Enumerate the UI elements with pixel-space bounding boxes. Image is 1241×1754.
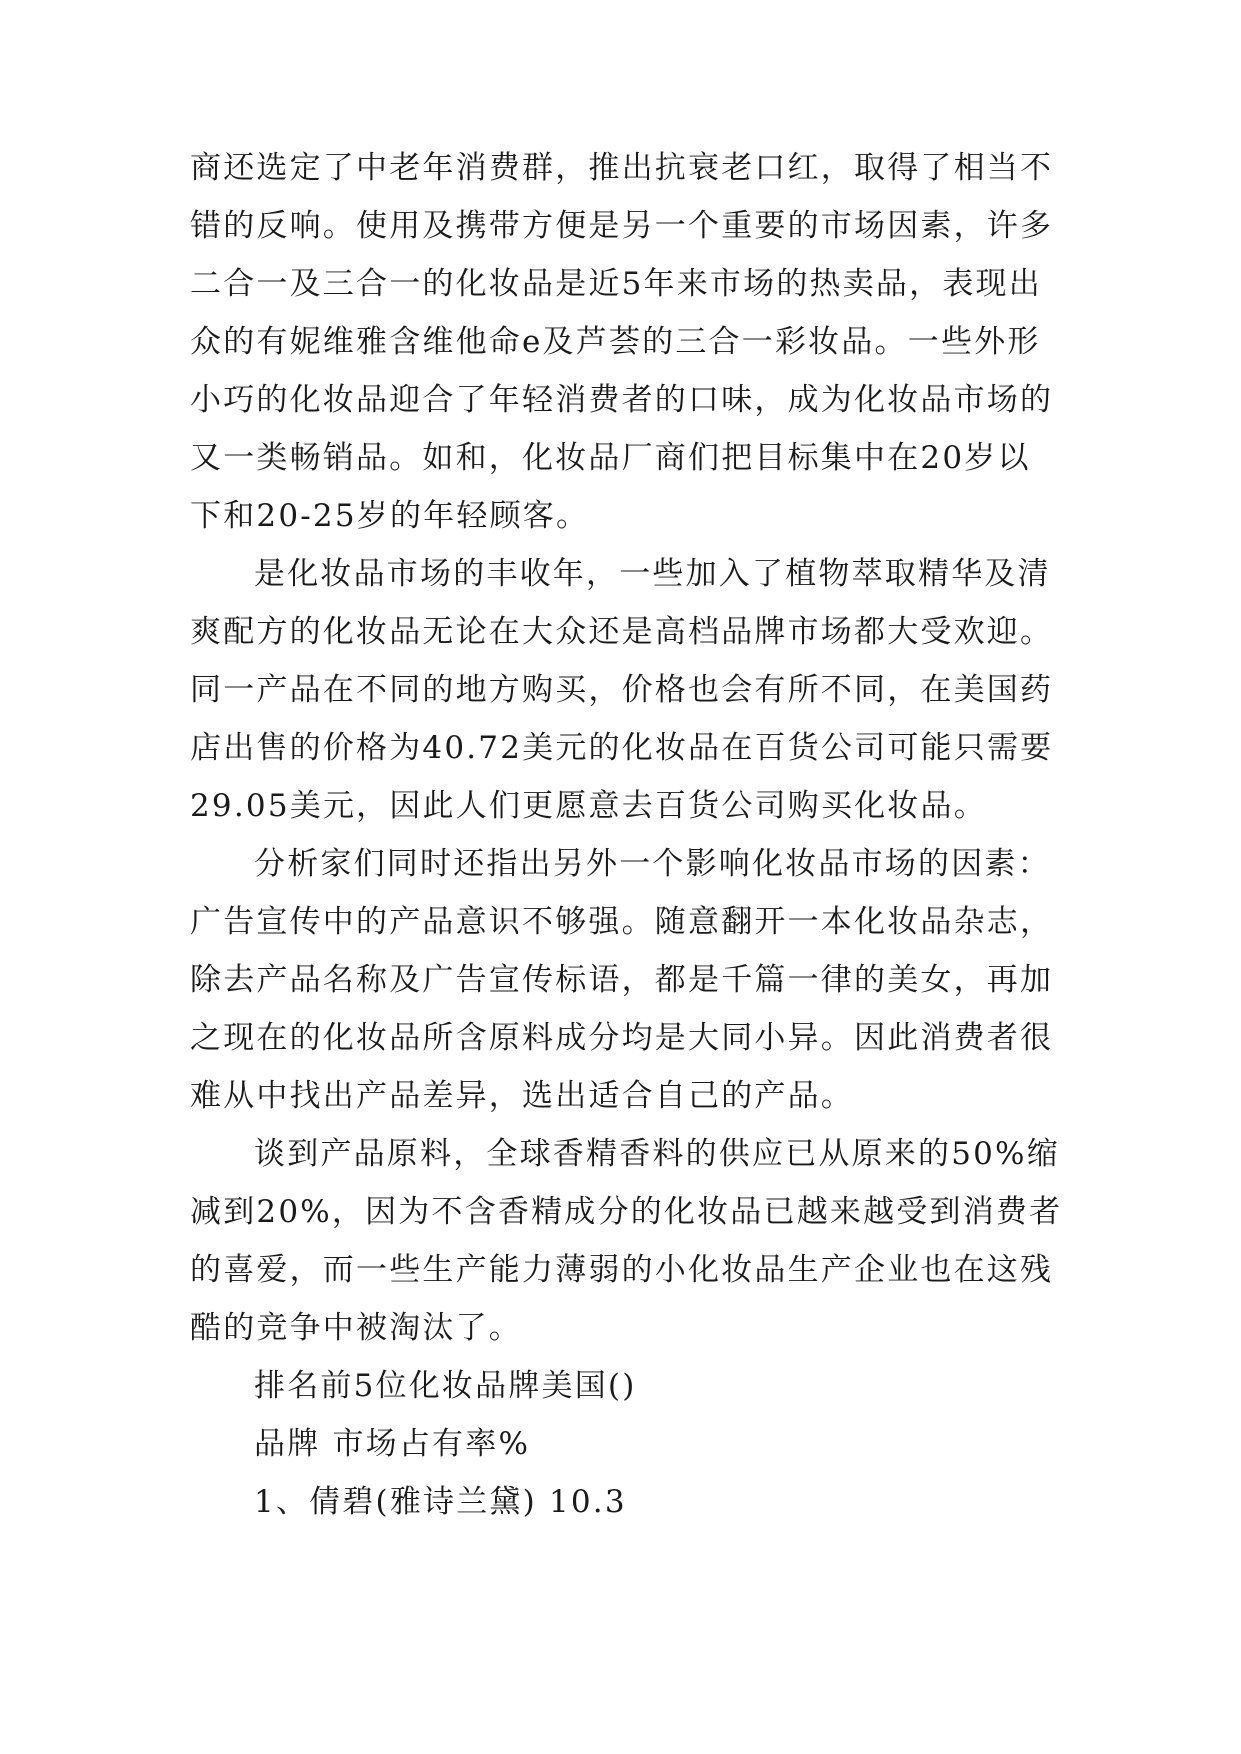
text-line-1: 商还选定了中老年消费群，推出抗衰老口红，取得了相当不 [190, 150, 1054, 186]
ranking-heading: 排名前5位化妆品牌美国() [254, 1368, 637, 1404]
text-line-20: 的喜爱，而一些生产能力薄弱的小化妆品生产企业也在这残 [190, 1252, 1054, 1288]
paragraph-2-line-1: 是化妆品市场的丰收年，一些加入了植物萃取精华及清 [254, 556, 1051, 592]
text-line-10: 同一产品在不同的地方购买，价格也会有所不同，在美国药 [190, 672, 1054, 708]
text-line-9: 爽配方的化妆品无论在大众还是高档品牌市场都大受欢迎。 [190, 614, 1054, 650]
text-line-7: 下和20-25岁的年轻顾客。 [190, 498, 590, 534]
text-line-5: 小巧的化妆品迎合了年轻消费者的口味，成为化妆品市场的 [190, 382, 1054, 418]
text-line-17: 难从中找出产品差异，选出适合自己的产品。 [190, 1078, 854, 1114]
table-header: 品牌 市场占有率% [254, 1426, 531, 1462]
text-line-3: 二合一及三合一的化妆品是近5年来市场的热卖品，表现出 [190, 266, 1042, 302]
text-line-16: 之现在的化妆品所含原料成分均是大同小异。因此消费者很 [190, 1020, 1054, 1056]
text-line-4: 众的有妮维雅含维他命e及芦荟的三合一彩妆品。一些外形 [190, 324, 1041, 360]
text-line-21: 酷的竞争中被淘汰了。 [190, 1310, 522, 1346]
text-line-6: 又一类畅销品。如和，化妆品厂商们把目标集中在20岁以 [190, 440, 1031, 476]
text-line-15: 除去产品名称及广告宣传标语，都是千篇一律的美女，再加 [190, 962, 1054, 998]
paragraph-4-line-1: 谈到产品原料，全球香精香料的供应已从原来的50%缩 [254, 1136, 1060, 1172]
paragraph-3-line-1: 分析家们同时还指出另外一个影响化妆品市场的因素： [254, 846, 1051, 882]
text-line-11: 店出售的价格为40.72美元的化妆品在百货公司可能只需要 [190, 730, 1054, 766]
text-line-2: 错的反响。使用及携带方便是另一个重要的市场因素，许多 [190, 208, 1054, 244]
table-row: 1、倩碧(雅诗兰黛) 10.3 [254, 1484, 627, 1520]
text-line-19: 减到20%，因为不含香精成分的化妆品已越来越受到消费者 [190, 1194, 1063, 1230]
text-line-12: 29.05美元，因此人们更愿意去百货公司购买化妆品。 [190, 788, 987, 824]
text-line-14: 广告宣传中的产品意识不够强。随意翻开一本化妆品杂志， [190, 904, 1054, 940]
